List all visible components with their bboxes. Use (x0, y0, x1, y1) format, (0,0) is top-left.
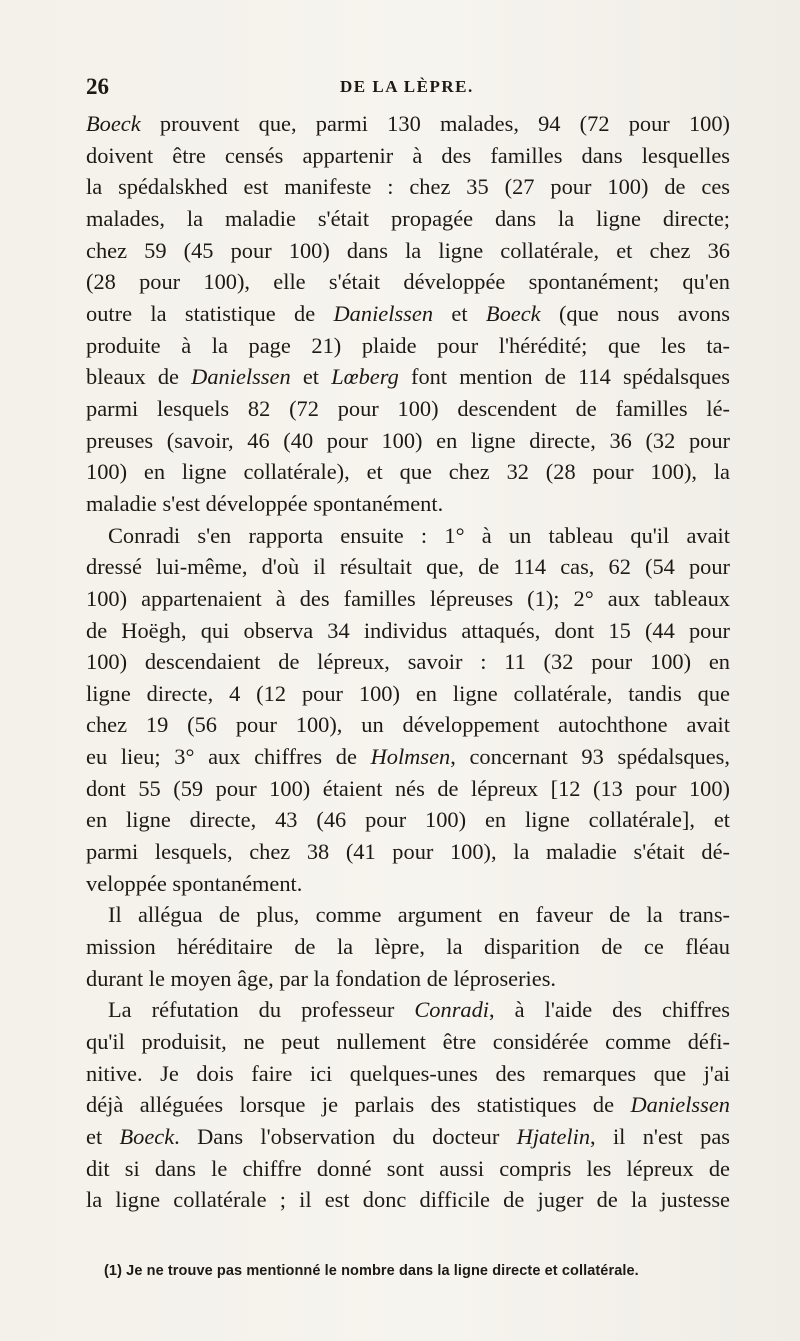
text-line: la ligne collatérale ; il est donc difficile de juger de la justesse (86, 1187, 730, 1213)
running-title: DE LA LÈPRE. (340, 77, 474, 96)
text-line: ligne directe, 4 (12 pour 100) en ligne collatérale, tandis que (86, 680, 730, 706)
text-line: dressé lui-même, d'où il résultait que, de 114 cas, 62 (54 pour (86, 554, 730, 580)
paragraph (86, 108, 730, 520)
text-line: doivent être censés appartenir à des familles dans lesquelles (86, 142, 730, 168)
text-line: bleaux de Danielssen et Lœberg font mention de 114 spédalsques (86, 364, 730, 390)
text-line: la spédalskhed est manifeste : chez 35 (27 pour 100) de ces (86, 174, 730, 200)
text-line: chez 19 (56 pour 100), un développement autochthone avait (86, 712, 730, 738)
paragraph (86, 520, 730, 900)
text-line: chez 59 (45 pour 100) dans la ligne collatérale, et chez 36 (86, 237, 730, 263)
text-line: déjà alléguées lorsque je parlais des statistiques de Danielssen (86, 1092, 730, 1118)
text-line: Il allégua de plus, comme argument en faveur de la trans- (108, 902, 730, 928)
body-text (86, 108, 730, 1216)
text-line: Boeck prouvent que, parmi 130 malades, 94 (72 pour 100) (86, 111, 730, 136)
text-line: malades, la maladie s'était propagée dans la ligne directe; (86, 205, 730, 231)
text-line: eu lieu; 3° aux chiffres de Holmsen, concernant 93 spédalsques, (86, 744, 730, 770)
text-line: de Hoëgh, qui observa 34 individus attaqués, dont 15 (44 pour (86, 617, 730, 643)
footnote: (1) Je ne trouve pas mentionné le nombre dans la ligne directe et collatérale. (104, 1263, 639, 1279)
text-line: parmi lesquels 82 (72 pour 100) descendent de familles lé- (86, 395, 730, 421)
text-line: (28 pour 100), elle s'était développée spontanément; qu'en (86, 269, 730, 295)
text-line: veloppée spontanément. (86, 870, 303, 896)
paragraph (86, 994, 730, 1216)
text-line: qu'il produisit, ne peut nullement être considérée comme défi- (86, 1029, 730, 1055)
text-line: 100) descendaient de lépreux, savoir : 11 (32 pour 100) en (86, 649, 730, 675)
text-line: outre la statistique de Danielssen et Boeck (que nous avons (86, 300, 730, 326)
text-line: mission héréditaire de la lèpre, la disparition de ce fléau (86, 934, 730, 960)
page-number: 26 (86, 74, 109, 99)
text-line: nitive. Je dois faire ici quelques-unes des remarques que j'ai (86, 1060, 730, 1086)
text-line: durant le moyen âge, par la fondation de léproseries. (86, 965, 557, 991)
text-line: 100) appartenaient à des familles lépreuses (1); 2° aux tableaux (86, 585, 730, 611)
text-line: dont 55 (59 pour 100) étaient nés de lépreux [12 (13 pour 100) (86, 775, 730, 801)
text-line: La réfutation du professeur Conradi, à l'aide des chiffres (108, 997, 730, 1023)
text-line: 100) en ligne collatérale), et que chez 32 (28 pour 100), la (86, 459, 730, 485)
text-line: produite à la page 21) plaide pour l'hérédité; que les ta- (86, 332, 730, 358)
text-line: en ligne directe, 43 (46 pour 100) en ligne collatérale], et (86, 807, 730, 833)
text-line: preuses (savoir, 46 (40 pour 100) en ligne directe, 36 (32 pour (86, 427, 730, 453)
text-line: parmi lesquels, chez 38 (41 pour 100), la maladie s'était dé- (86, 839, 730, 865)
page-header (86, 74, 726, 100)
text-line: dit si dans le chiffre donné sont aussi compris les lépreux de (86, 1155, 730, 1181)
text-line: Conradi s'en rapporta ensuite : 1° à un tableau qu'il avait (108, 522, 730, 548)
paragraph (86, 899, 730, 994)
text-line: maladie s'est développée spontanément. (86, 490, 444, 516)
text-line: et Boeck. Dans l'observation du docteur Hjatelin, il n'est pas (86, 1124, 730, 1149)
